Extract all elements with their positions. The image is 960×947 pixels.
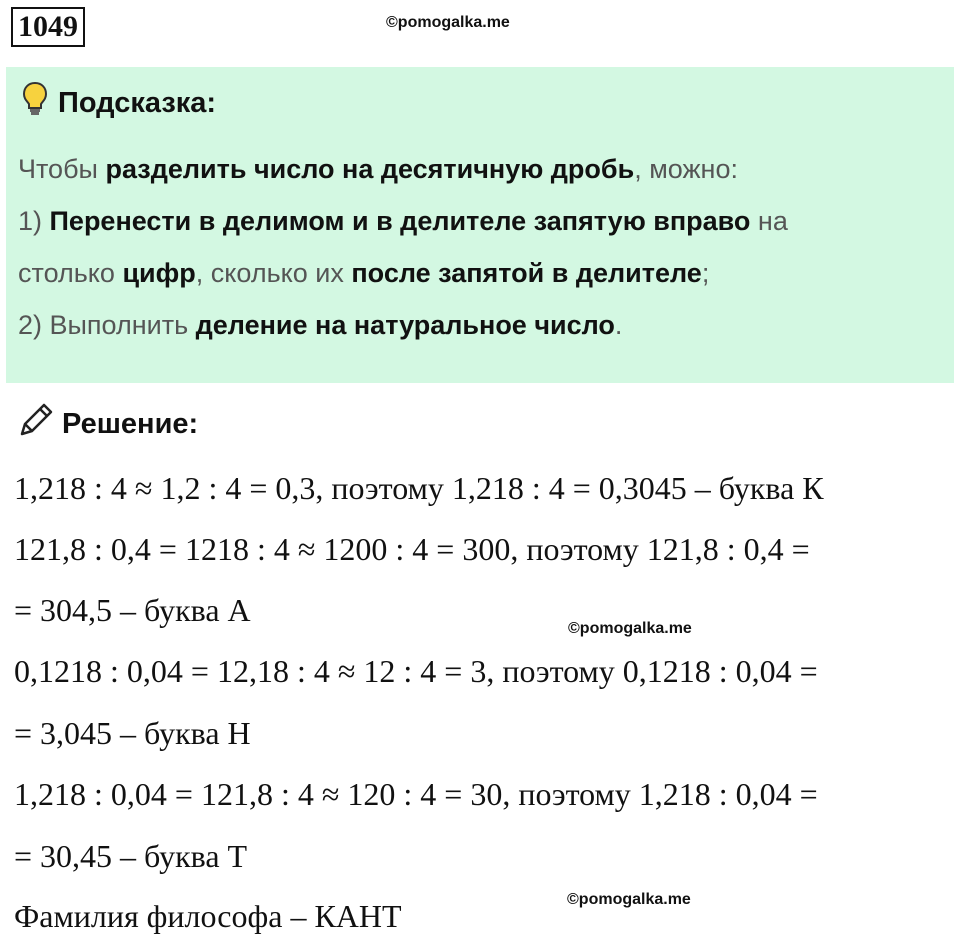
hint-run: .	[614, 310, 623, 340]
hint-run-bold: Перенести в делимом и в делителе запятую вправо	[49, 206, 751, 236]
solution-line: 0,1218 : 0,04 = 12,18 : 4 ≈ 12 : 4 = 3, поэтому 0,1218 : 0,04 =	[14, 653, 818, 689]
solution-header	[16, 400, 198, 448]
solution-line: = 30,45 – буква Т	[14, 838, 248, 874]
hint-run: 2) Выполнить	[18, 310, 196, 340]
hint-run: , сколько их	[195, 258, 352, 288]
hint-run: , можно:	[634, 154, 738, 184]
watermark-bottom: ©pomogalka.me	[567, 891, 691, 908]
task-number: 1049	[11, 7, 85, 47]
hint-run: ;	[701, 258, 710, 288]
pencil-icon	[16, 400, 56, 448]
solution-line: 1,218 : 4 ≈ 1,2 : 4 = 0,3, поэтому 1,218 : 4 = 0,3045 – буква К	[14, 470, 824, 506]
solution-line: = 3,045 – буква Н	[14, 715, 251, 751]
watermark-top: ©pomogalka.me	[386, 14, 510, 31]
hint-panel	[6, 67, 954, 383]
hint-header	[22, 81, 216, 125]
lightbulb-icon	[22, 81, 48, 125]
watermark-middle: ©pomogalka.me	[568, 620, 692, 637]
hint-line	[18, 247, 938, 299]
hint-line	[18, 299, 938, 351]
hint-run-bold: разделить число на десятичную дробь	[105, 154, 635, 184]
hint-title: Подсказка:	[58, 86, 217, 119]
hint-text	[18, 143, 938, 351]
solution-answer: Фамилия философа – КАНТ	[14, 898, 402, 934]
hint-line	[18, 143, 938, 195]
solution-line: 121,8 : 0,4 = 1218 : 4 ≈ 1200 : 4 = 300, поэтому 121,8 : 0,4 =	[14, 531, 810, 567]
solution-line: = 304,5 – буква А	[14, 592, 251, 628]
hint-run-bold: после запятой в делителе	[351, 258, 702, 288]
hint-line	[18, 195, 938, 247]
hint-run-bold: цифр	[122, 258, 196, 288]
solution-line: 1,218 : 0,04 = 121,8 : 4 ≈ 120 : 4 = 30, поэтому 1,218 : 0,04 =	[14, 776, 818, 812]
hint-run: на	[750, 206, 788, 236]
hint-run: 1)	[18, 206, 50, 236]
hint-run: столько	[18, 258, 123, 288]
solution-title: Решение:	[62, 407, 199, 440]
hint-run-bold: деление на натуральное число	[195, 310, 615, 340]
hint-run: Чтобы	[18, 154, 106, 184]
